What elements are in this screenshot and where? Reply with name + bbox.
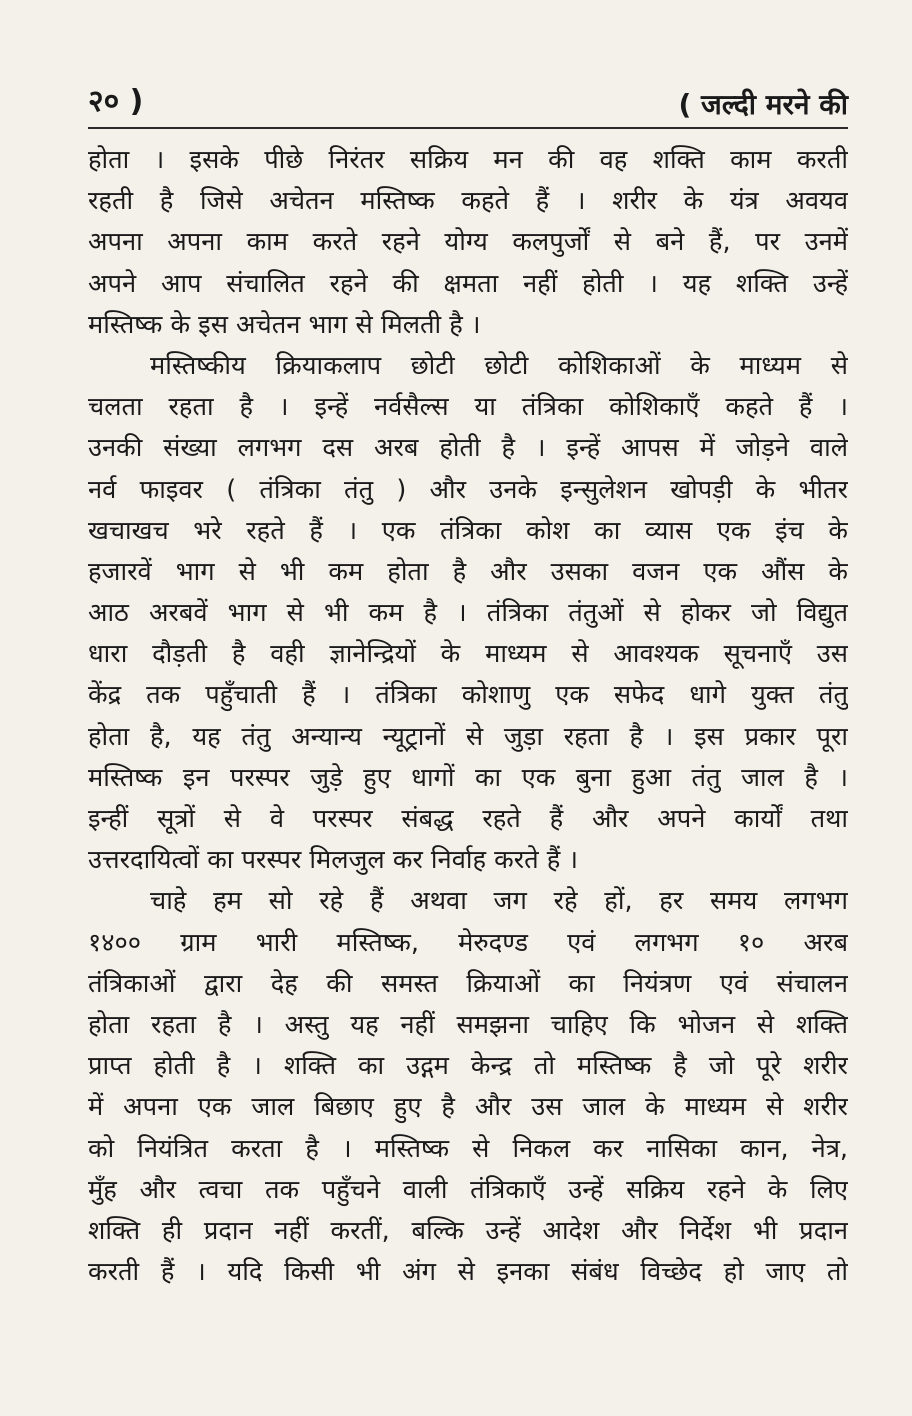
header-rule	[88, 127, 848, 129]
text-line: केंद्र तक पहुँचाती हैं । तंत्रिका कोशाणु एक सफेद धागे युक्त तंतु	[88, 680, 848, 711]
text-line: उनकी संख्या लगभग दस अरब होती है । इन्हें आपस में जोड़ने वाले	[88, 433, 848, 464]
text-line: १४०० ग्राम भारी मस्तिष्क, मेरुदण्ड एवं लगभग १० अरब	[88, 927, 848, 958]
text-line: अपना अपना काम करते रहने योग्य कलपुर्जों से बने हैं, पर उनमें	[88, 227, 848, 258]
paragraph-start-line: मस्तिष्कीय क्रियाकलाप छोटी छोटी कोशिकाओं के माध्यम से	[150, 350, 848, 381]
text-line: अपने आप संचालित रहने की क्षमता नहीं होती । यह शक्ति उन्हें	[88, 268, 848, 299]
text-line: मस्तिष्क के इस अचेतन भाग से मिलती है ।	[88, 309, 481, 340]
running-head: ( जल्दी मरने की	[678, 88, 848, 121]
paragraph-start-line: चाहे हम सो रहे हैं अथवा जग रहे हों, हर समय लगभग	[150, 886, 848, 917]
page-number: २० )	[88, 84, 144, 119]
text-line: को नियंत्रित करता है । मस्तिष्क से निकल कर नासिका कान, नेत्र,	[88, 1133, 848, 1164]
text-line: प्राप्त होती है । शक्ति का उद्गम केन्द्र तो मस्तिष्क है जो पूरे शरीर	[88, 1051, 848, 1082]
text-line: होता है, यह तंतु अन्यान्य न्यूट्रानों से जुड़ा रहता है । इस प्रकार पूरा	[88, 721, 848, 752]
page-header	[88, 80, 848, 128]
body-text	[88, 140, 848, 1293]
text-line: चलता रहता है । इन्हें नर्वसैल्स या तंत्रिका कोशिकाएँ कहते हैं ।	[88, 392, 848, 423]
text-line: मस्तिष्क इन परस्पर जुड़े हुए धागों का एक बुना हुआ तंतु जाल है ।	[88, 762, 848, 793]
text-line: मुँह और त्वचा तक पहुँचने वाली तंत्रिकाएँ उन्हें सक्रिय रहने के लिए	[88, 1174, 848, 1205]
text-line: शक्ति ही प्रदान नहीं करतीं, बल्कि उन्हें आदेश और निर्देश भी प्रदान	[88, 1215, 848, 1246]
text-line: करती हैं । यदि किसी भी अंग से इनका संबंध विच्छेद हो जाए तो	[88, 1257, 848, 1288]
text-line: धारा दौड़ती है वही ज्ञानेन्द्रियों के माध्यम से आवश्यक सूचनाएँ उस	[88, 639, 848, 670]
text-line: होता । इसके पीछे निरंतर सक्रिय मन की वह शक्ति काम करती	[88, 145, 848, 175]
text-line: में अपना एक जाल बिछाए हुए है और उस जाल के माध्यम से शरीर	[88, 1092, 848, 1123]
text-line: हजारवें भाग से भी कम होता है और उसका वजन एक औंस के	[88, 556, 848, 587]
text-line: उत्तरदायित्वों का परस्पर मिलजुल कर निर्वाह करते हैं ।	[88, 845, 579, 876]
text-line: खचाखच भरे रहते हैं । एक तंत्रिका कोश का व्यास एक इंच के	[88, 515, 848, 546]
text-line: इन्हीं सूत्रों से वे परस्पर संबद्ध रहते हैं और अपने कार्यों तथा	[88, 804, 848, 834]
text-line: तंत्रिकाओं द्वारा देह की समस्त क्रियाओं का नियंत्रण एवं संचालन	[88, 968, 848, 999]
text-line: आठ अरबवें भाग से भी कम है । तंत्रिका तंतुओं से होकर जो विद्युत	[88, 598, 848, 629]
text-line: होता रहता है । अस्तु यह नहीं समझना चाहिए कि भोजन से शक्ति	[88, 1009, 848, 1040]
text-line: नर्व फाइवर ( तंत्रिका तंतु ) और उनके इन्सुलेशन खोपड़ी के भीतर	[88, 474, 848, 505]
text-line: रहती है जिसे अचेतन मस्तिष्क कहते हैं । शरीर के यंत्र अवयव	[88, 186, 848, 217]
